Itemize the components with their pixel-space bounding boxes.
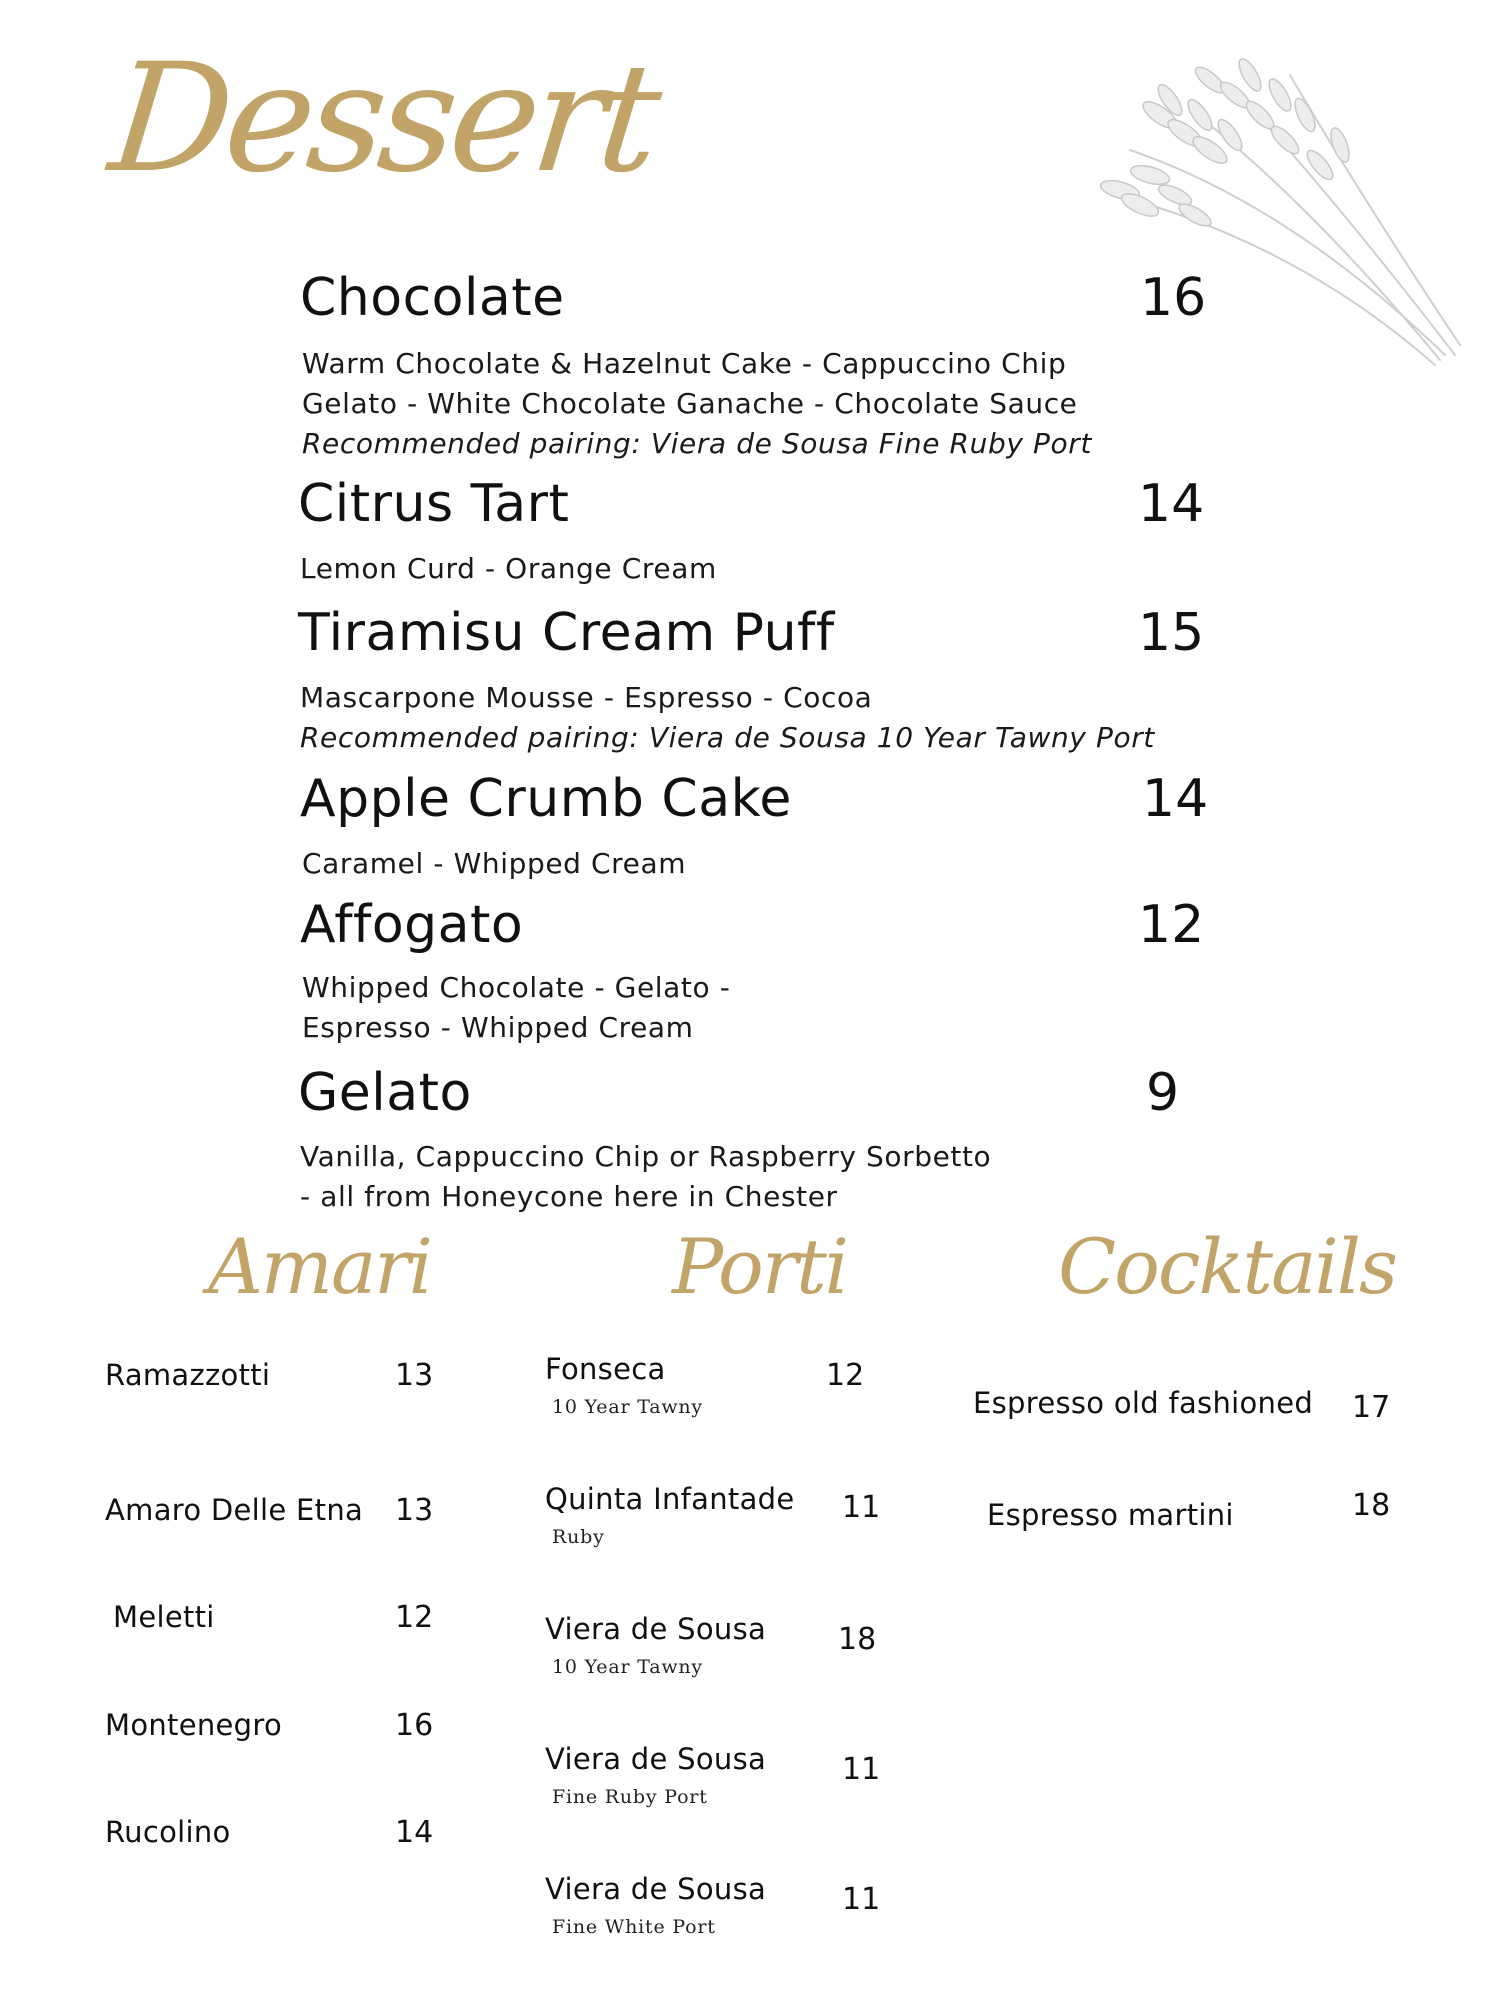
dessert-price: 15	[1138, 603, 1205, 663]
dessert-name: Apple Crumb Cake	[300, 769, 792, 829]
porti-item-price: 11	[842, 1490, 881, 1525]
porti-item-sub: Fine White Port	[552, 1916, 716, 1938]
dessert-description: Whipped Chocolate - Gelato -	[302, 971, 731, 1004]
dessert-description: Caramel - Whipped Cream	[302, 847, 687, 880]
cocktail-item-price: 18	[1352, 1488, 1391, 1523]
cocktail-item-price: 17	[1352, 1390, 1391, 1425]
porti-item-sub: Ruby	[552, 1526, 605, 1548]
amari-item-name: Montenegro	[105, 1708, 283, 1742]
cocktail-item-name: Espresso old fashioned	[973, 1386, 1314, 1420]
cocktail-item-name: Espresso martini	[987, 1498, 1234, 1532]
porti-item-name: Quinta Infantade	[545, 1482, 795, 1516]
amari-item-price: 14	[395, 1815, 434, 1850]
section-title-porti: Porti	[672, 1222, 847, 1311]
dessert-price: 9	[1146, 1063, 1180, 1123]
section-title-amari: Amari	[208, 1222, 431, 1311]
porti-item-price: 18	[838, 1622, 877, 1657]
amari-item-name: Amaro Delle Etna	[105, 1493, 364, 1527]
page-title: Dessert	[102, 32, 663, 206]
amari-item-price: 12	[395, 1600, 434, 1635]
dessert-description: Espresso - Whipped Cream	[302, 1011, 694, 1044]
amari-item-price: 13	[395, 1493, 434, 1528]
dessert-description: - all from Honeycone here in Chester	[300, 1180, 838, 1213]
dessert-name: Affogato	[300, 895, 524, 955]
porti-item-name: Viera de Sousa	[545, 1742, 767, 1776]
porti-item-price: 11	[842, 1752, 881, 1787]
dessert-price: 12	[1138, 895, 1205, 955]
amari-item-price: 13	[395, 1358, 434, 1393]
dessert-name: Tiramisu Cream Puff	[298, 603, 835, 663]
amari-item-name: Rucolino	[105, 1815, 231, 1849]
dessert-name: Chocolate	[300, 268, 565, 328]
dessert-description: Lemon Curd - Orange Cream	[300, 552, 717, 585]
dessert-description: Mascarpone Mousse - Espresso - Cocoa	[300, 681, 873, 714]
porti-item-price: 11	[842, 1882, 881, 1917]
amari-item-name: Meletti	[113, 1600, 215, 1634]
dessert-description: Gelato - White Chocolate Ganache - Chocolate Sauce	[302, 387, 1078, 420]
amari-item-price: 16	[395, 1708, 434, 1743]
porti-item-name: Viera de Sousa	[545, 1612, 767, 1646]
dessert-pairing: Recommended pairing: Viera de Sousa Fine Ruby Port	[302, 427, 1092, 460]
amari-item-name: Ramazzotti	[105, 1358, 271, 1392]
porti-item-sub: 10 Year Tawny	[552, 1656, 703, 1678]
dessert-price: 14	[1142, 769, 1209, 829]
dessert-description: Warm Chocolate & Hazelnut Cake - Cappuccino Chip	[302, 347, 1067, 380]
porti-item-name: Viera de Sousa	[545, 1872, 767, 1906]
dessert-price: 14	[1138, 474, 1205, 534]
porti-item-price: 12	[826, 1358, 865, 1393]
porti-item-sub: Fine Ruby Port	[552, 1786, 708, 1808]
dessert-pairing: Recommended pairing: Viera de Sousa 10 Year Tawny Port	[300, 721, 1155, 754]
porti-item-sub: 10 Year Tawny	[552, 1396, 703, 1418]
dessert-name: Citrus Tart	[298, 474, 570, 534]
section-title-cocktails: Cocktails	[1058, 1222, 1396, 1311]
porti-item-name: Fonseca	[545, 1352, 666, 1386]
dessert-price: 16	[1140, 268, 1207, 328]
dessert-name: Gelato	[298, 1063, 472, 1123]
dessert-description: Vanilla, Cappuccino Chip or Raspberry Sorbetto	[300, 1140, 992, 1173]
